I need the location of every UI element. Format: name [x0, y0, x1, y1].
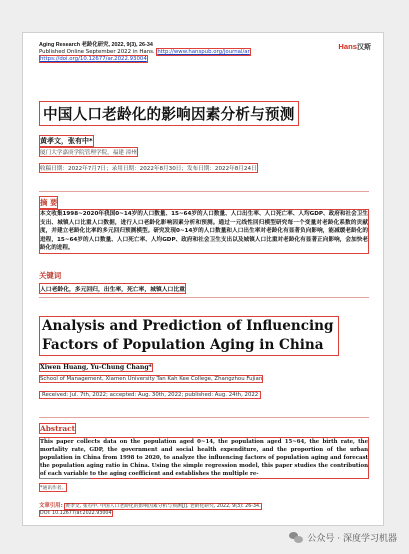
hans-logo: Hans汉斯	[338, 42, 371, 51]
english-affiliation: School of Management, Xiamen University Tan Kah Kee College, Zhangzhou Fujian	[40, 376, 263, 382]
english-dates: Received: Jul. 7th, 2022; accepted: Aug. 30th, 2022; published: Aug. 24th, 2022	[39, 391, 261, 399]
divider	[39, 297, 369, 298]
journal-url-link[interactable]: http://www.hanspub.org/journal/ar	[157, 49, 250, 55]
published-line: Published Online September 2022 in Hans. http://www.hanspub.org/journal/ar	[39, 49, 250, 55]
doi-link[interactable]: https://doi.org/10.12677/ar.2022.93004	[40, 56, 147, 62]
footnote-separator	[39, 478, 89, 479]
divider	[39, 417, 369, 418]
paper-page	[22, 32, 384, 526]
footnote: *通讯作者。	[39, 483, 67, 492]
english-authors: Xiwen Huang, Yu-Chung Chang*	[40, 364, 152, 371]
citation-label: 文章引用:	[39, 503, 63, 509]
chinese-abstract-heading: 摘 要	[40, 198, 58, 207]
watermark	[289, 531, 397, 544]
citation-block	[39, 503, 262, 517]
divider	[39, 191, 369, 192]
english-abstract: This paper collects data on the population aged 0~14, the population aged 15~64, the birth rate, the mortality rate, GDP, the government and social health expenditure, and the proportion of the urban population in China from 1998 to 2020, to analyze the influencing factors of population aging and forecast the population aging ratio in China. Using the simple regression model, this paper studies the contribution of each variable to the aging coefficient and establishes the multiple re-	[40, 439, 368, 477]
journal-header	[39, 42, 369, 63]
chinese-dates: 收稿日期：2022年7月7日；录用日期：2022年8月30日；发布日期：2022年8月24日	[39, 163, 258, 173]
watermark-text: 公众号 · 深度学习机器	[307, 534, 397, 544]
citation-text: 黄孝文, 张有中. 中国人口老龄化的影响因素分析与预测[J]. 老龄化研究, 2022, 9(3): 26-34.	[65, 504, 261, 509]
chinese-affiliation: 厦门大学嘉庚学院管理学院，福建 漳州	[39, 147, 138, 157]
chinese-authors: 黄孝文，张有中*	[40, 137, 93, 145]
citation-doi[interactable]: DOI: 10.12677/ar.2022.93004	[40, 511, 112, 516]
chinese-title: 中国人口老龄化的影响因素分析与预测	[39, 101, 299, 126]
english-abstract-heading: Abstract	[40, 424, 76, 433]
chinese-keywords-heading: 关键词	[39, 271, 62, 280]
chinese-abstract: 本文收集1998~2020年我国0~14岁的人口数量、15~64岁的人口数量、人口出生率、人口死亡率、人均GDP、政府和社会卫生支出、城镇人口比重人口数据，进行人口老龄化影响因素分析和预测。通过一元线性回归模型研究每一个变量对老龄化系数的贡献度，并建立老龄化比率的多元回归预测模型。研究发现0~14岁的人口数量和人口出生率对老龄化有显著负向影响，能减缓老龄化的进程，15~64岁的人口数量、人口死亡率、人均GDP、政府和社会卫生支出以及城镇人口比重对老龄化有显著正向影响，会加快老龄化的进程。	[39, 209, 369, 254]
english-title: Analysis and Prediction of Influencing Factors of Population Aging in China	[39, 316, 339, 356]
chinese-keywords: 人口老龄化，多元回归，出生率，死亡率，城镇人口比重	[39, 283, 186, 294]
journal-line: Aging Research 老龄化研究, 2022, 9(3), 26-34	[39, 42, 153, 48]
wechat-icon	[289, 532, 303, 543]
